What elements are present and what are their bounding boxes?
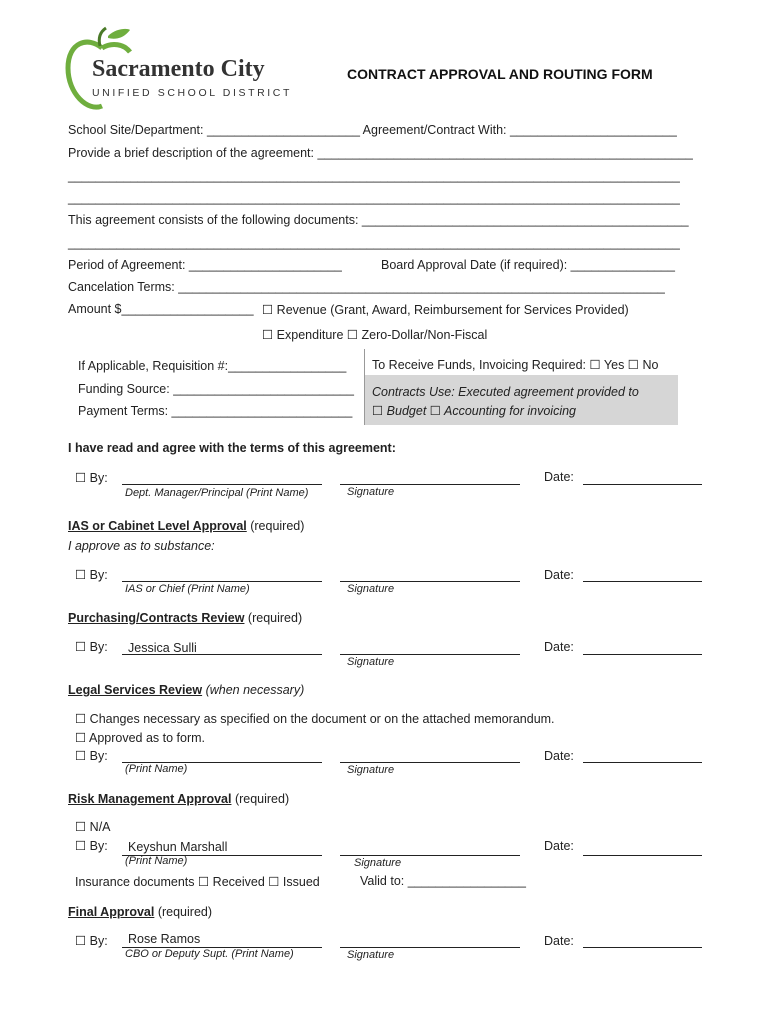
risk-heading-title: Risk Management Approval: [68, 792, 232, 806]
dept-by-checkbox[interactable]: ☐ By:: [75, 471, 108, 485]
risk-print-name-value[interactable]: Keyshun Marshall: [128, 840, 228, 854]
dept-signature-line: [340, 484, 520, 485]
final-date-label: Date:: [544, 934, 574, 948]
risk-by-checkbox[interactable]: ☐ By:: [75, 839, 108, 853]
description-blank-line-2[interactable]: ________________________________________________________________________________________: [68, 191, 680, 205]
board-approval-date-line[interactable]: Board Approval Date (if required): _______________: [381, 258, 675, 272]
legal-date-label: Date:: [544, 749, 574, 763]
legal-heading-title: Legal Services Review: [68, 683, 203, 697]
ias-date-line[interactable]: [583, 581, 702, 582]
purchasing-print-name-value[interactable]: Jessica Sulli: [128, 641, 197, 655]
legal-approved-checkbox[interactable]: ☐ Approved as to form.: [75, 731, 206, 745]
requisition-line[interactable]: If Applicable, Requisition #:_________________: [78, 359, 347, 373]
risk-signature-line: [340, 855, 520, 856]
cancelation-terms-line[interactable]: Cancelation Terms: ______________________________________________________________________: [68, 280, 665, 294]
dept-print-name-caption: Dept. Manager/Principal (Print Name): [125, 487, 309, 499]
final-heading-note: (required): [154, 905, 213, 919]
description-blank-line-1[interactable]: ________________________________________________________________________________________: [68, 169, 680, 183]
risk-na-checkbox[interactable]: ☐ N/A: [75, 820, 111, 834]
site-department-line[interactable]: School Site/Department: ______________________ Agreement/Contract With: ________________________: [68, 123, 677, 137]
dept-print-name-line: [122, 484, 322, 485]
risk-signature-caption: Signature: [354, 857, 402, 869]
ias-signature-caption: Signature: [347, 583, 395, 595]
agree-statement: I have read and agree with the terms of this agreement:: [68, 441, 396, 455]
logo-name: Sacramento City: [92, 56, 265, 82]
final-signature-line: [340, 947, 520, 948]
form-title: CONTRACT APPROVAL AND ROUTING FORM: [347, 66, 653, 82]
legal-signature-line: [340, 762, 520, 763]
receive-funds-checkbox[interactable]: To Receive Funds, Invoicing Required: ☐ Yes ☐ No: [372, 358, 659, 372]
description-line[interactable]: Provide a brief description of the agreement: ______________________________________________________: [68, 146, 693, 160]
purchasing-heading-note: (required): [244, 611, 303, 625]
ias-by-checkbox[interactable]: ☐ By:: [75, 568, 108, 582]
legal-date-line[interactable]: [583, 762, 702, 763]
legal-by-checkbox[interactable]: ☐ By:: [75, 749, 108, 763]
final-signature-caption: Signature: [347, 949, 395, 961]
purchasing-print-name-line: [122, 654, 322, 655]
final-heading: [68, 905, 212, 919]
legal-heading: [68, 683, 304, 697]
valid-to-line[interactable]: Valid to: _________________: [360, 874, 526, 888]
legal-signature-caption: Signature: [347, 764, 395, 776]
legal-changes-checkbox[interactable]: ☐ Changes necessary as specified on the document or on the attached memorandum.: [75, 712, 555, 726]
ias-signature-line: [340, 581, 520, 582]
ias-print-name-caption: IAS or Chief (Print Name): [125, 583, 250, 595]
risk-heading-note: (required): [231, 792, 290, 806]
final-print-name-value[interactable]: Rose Ramos: [128, 932, 201, 946]
purchasing-signature-caption: Signature: [347, 656, 395, 668]
purchasing-heading: [68, 611, 302, 625]
purchasing-date-label: Date:: [544, 640, 574, 654]
final-print-name-caption: CBO or Deputy Supt. (Print Name): [125, 948, 294, 960]
revenue-checkbox[interactable]: ☐ Revenue (Grant, Award, Reimbursement for Services Provided): [262, 303, 629, 317]
final-heading-title: Final Approval: [68, 905, 155, 919]
budget-accounting-checkbox[interactable]: ☐ Budget ☐ Accounting for invoicing: [372, 404, 577, 418]
ias-date-label: Date:: [544, 568, 574, 582]
dept-date-label: Date:: [544, 470, 574, 484]
period-of-agreement-line[interactable]: Period of Agreement: ______________________: [68, 258, 342, 272]
payment-terms-line[interactable]: Payment Terms: __________________________: [78, 404, 353, 418]
insurance-documents-checkbox[interactable]: Insurance documents ☐ Received ☐ Issued: [75, 875, 320, 889]
ias-heading: [68, 519, 304, 533]
ias-heading-title: IAS or Cabinet Level Approval: [68, 519, 247, 533]
risk-print-name-caption: (Print Name): [125, 855, 188, 867]
purchasing-heading-title: Purchasing/Contracts Review: [68, 611, 245, 625]
purchasing-signature-line: [340, 654, 520, 655]
expenditure-checkbox[interactable]: ☐ Expenditure ☐ Zero-Dollar/Non-Fiscal: [262, 328, 488, 342]
legal-heading-note: (when necessary): [202, 683, 305, 697]
risk-date-line[interactable]: [583, 855, 702, 856]
purchasing-date-line[interactable]: [583, 654, 702, 655]
contracts-use-text: Contracts Use: Executed agreement provided to: [372, 385, 639, 399]
documents-blank-line[interactable]: ________________________________________________________________________________________: [68, 236, 680, 250]
risk-date-label: Date:: [544, 839, 574, 853]
documents-line[interactable]: This agreement consists of the following documents: _______________________________________________: [68, 213, 689, 227]
ias-print-name-line: [122, 581, 322, 582]
ias-heading-note: (required): [246, 519, 305, 533]
final-date-line[interactable]: [583, 947, 702, 948]
legal-print-name-caption: (Print Name): [125, 763, 188, 775]
dept-date-line[interactable]: [583, 484, 702, 485]
amount-line[interactable]: Amount $___________________: [68, 302, 254, 316]
district-logo: [62, 26, 293, 114]
risk-heading: [68, 792, 289, 806]
final-by-checkbox[interactable]: ☐ By:: [75, 934, 108, 948]
logo-subtitle: UNIFIED SCHOOL DISTRICT: [92, 87, 293, 99]
dept-signature-caption: Signature: [347, 486, 395, 498]
purchasing-by-checkbox[interactable]: ☐ By:: [75, 640, 108, 654]
ias-substance-text: I approve as to substance:: [68, 539, 215, 553]
funding-source-line[interactable]: Funding Source: __________________________: [78, 382, 354, 396]
